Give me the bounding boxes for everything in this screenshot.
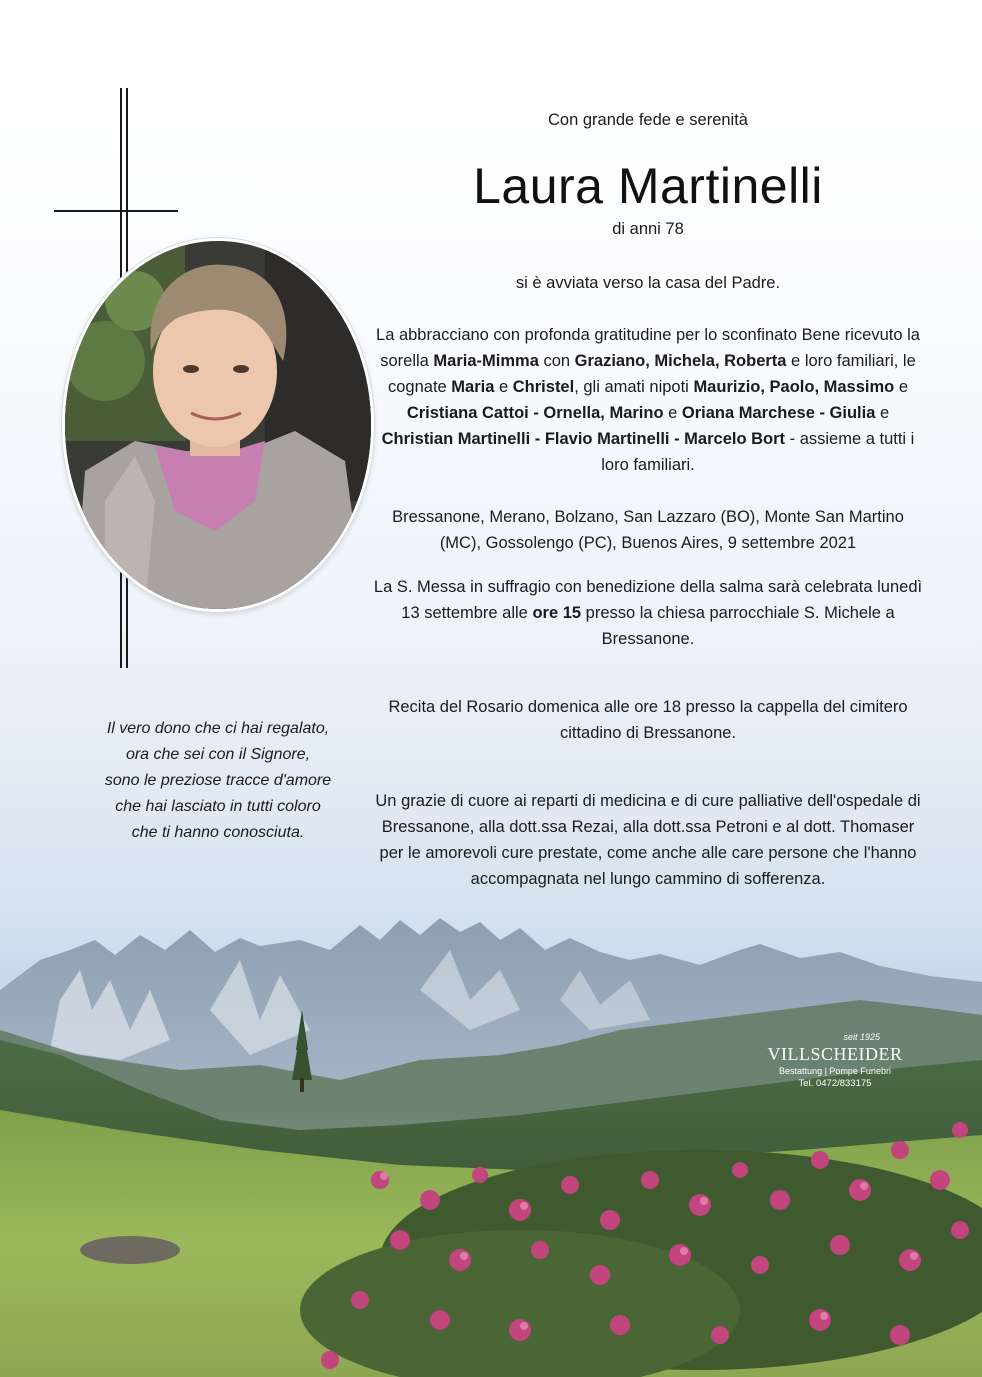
bold-name-run: Maria [451,378,495,396]
obituary-text [372,108,924,892]
bold-name-run: Maurizio, Paolo, Massimo [693,378,895,396]
landscape-image [0,880,982,1377]
poem-line: ora che sei con il Signore, [125,746,311,763]
places-and-date: Bressanone, Merano, Bolzano, San Lazzaro (BO), Monte San Martino (MC), Gossolengo (PC), Buenos Aires, 9 settembre 2021 [392,508,904,552]
poem-line: Il vero dono che ci hai regalato, [106,720,330,737]
cross-icon-horizontal [54,210,178,212]
rosary-info: Recita del Rosario domenica alle ore 18 presso la cappella del cimitero cittadino di Bressanone. [388,698,908,742]
text-run: La S. Messa in suffragio con benedizione della salma sarà celebrata lunedì 13 settembre alle [373,578,923,622]
bold-name-run: Christel [512,378,575,396]
thanks-paragraph: Un grazie di cuore ai reparti di medicina e di cure palliative dell'ospedale di Bressanone, alla dott.ssa Rezai, alla dott.ssa Petroni e al dott. Thomaser per le amorevoli cure prestate, come anche alle care persone che l'hanno accompagnata nel lungo cammino di sofferenza. [375,792,921,888]
poem-line: che hai lasciato in tutti coloro [115,798,321,815]
bold-name-run: Graziano, Michela, Roberta [574,352,787,370]
logo-name: VILLSCHEIDER [767,1044,903,1064]
text-run: e [894,378,908,396]
mourners-paragraph [372,322,924,478]
bold-name-run: Maria-Mimma [433,352,539,370]
logo-subtitle: Bestattung | Pompe Funebri [779,1066,891,1076]
text-run: e [494,378,513,396]
mass-info [372,574,924,652]
deceased-name: Laura Martinelli [473,158,823,214]
logo-since: seit 1925 [843,1032,880,1042]
text-run: La abbracciano con profonda gratitudine per lo sconfinato Bene ricevuto la sorella [376,326,920,370]
bold-name-run: Oriana Marchese - Giulia [681,404,876,422]
announcement: si è avviata verso la casa del Padre. [515,274,781,292]
text-run: - assieme a tutti i loro familiari. [601,430,915,474]
text-run: presso la chiesa parrocchiale S. Michele a Bressanone. [581,604,895,648]
text-run: e [875,404,890,422]
funeral-home-logo [760,1032,910,1090]
text-run: con [538,352,575,370]
bold-name-run: Cristiana Cattoi - Ornella, Marino [406,404,664,422]
deceased-age: di anni 78 [612,220,684,238]
text-run: e [663,404,682,422]
bold-name-run: Christian Martinelli - Flavio Martinelli - Marcelo Bort [381,430,786,448]
logo-phone: Tel. 0472/833175 [798,1078,872,1089]
poem [68,716,368,846]
intro-line: Con grande fede e serenità [548,111,748,129]
portrait-photo [62,238,374,612]
text-run: , gli amati nipoti [574,378,694,396]
bold-name-run: ore 15 [532,604,582,622]
text-run: e loro familiari, le cognate [387,352,916,396]
poem-line: sono le preziose tracce d'amore [104,772,332,789]
poem-line: che ti hanno conosciuta. [131,824,305,841]
